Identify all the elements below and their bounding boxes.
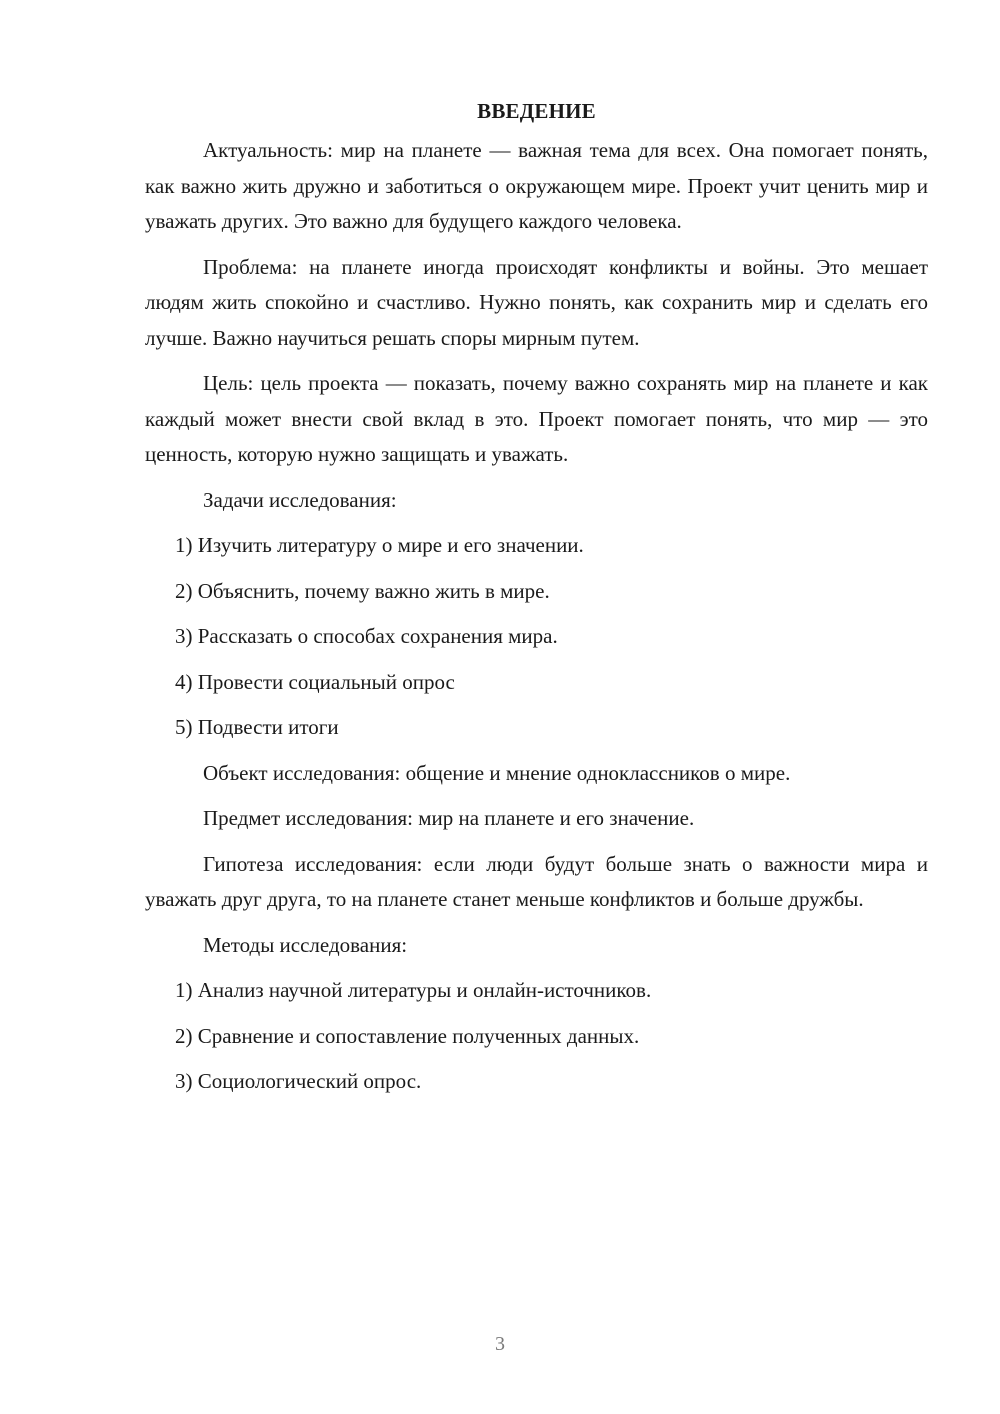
relevance-paragraph: Актуальность: мир на планете — важная тема для всех. Она помогает понять, как важно жить дружно и заботиться о окружающем мире. Проект учит ценить мир и уважать других. Это важно для будущего каждого человека. <box>145 138 928 233</box>
task-item: 3) Рассказать о способах сохранения мира. <box>175 624 558 648</box>
goal-paragraph: Цель: цель проекта — показать, почему важно сохранять мир на планете и как каждый может внести свой вклад в это. Проект помогает понять, что мир — это ценность, которую нужно защищать и уважать. <box>145 371 928 466</box>
tasks-label: Задачи исследования: <box>203 487 397 512</box>
task-item: 4) Провести социальный опрос <box>175 669 455 694</box>
task-item: 1) Изучить литературу о мире и его значении. <box>175 533 584 557</box>
page-number: 3 <box>495 1333 505 1355</box>
hypothesis-paragraph: Гипотеза исследования: если люди будут больше знать о важности мира и уважать друг друга, то на планете станет меньше конфликтов и больше дружбы. <box>145 851 928 911</box>
page-content <box>145 96 928 1110</box>
method-item: 1) Анализ научной литературы и онлайн-источников. <box>175 978 652 1002</box>
methods-label: Методы исследования: <box>203 932 408 957</box>
problem-paragraph: Проблема: на планете иногда происходят конфликты и войны. Это мешает людям жить спокойно и счастливо. Нужно понять, как сохранить мир и сделать его лучше. Важно научиться решать споры мирным путем. <box>145 254 928 350</box>
method-item: 2) Сравнение и сопоставление полученных данных. <box>175 1023 640 1048</box>
research-object: Объект исследования: общение и мнение одноклассников о мире. <box>203 760 791 785</box>
task-item: 2) Объяснить, почему важно жить в мире. <box>175 578 550 603</box>
section-heading: ВВЕДЕНИЕ <box>477 99 596 123</box>
task-item: 5) Подвести итоги <box>175 715 339 739</box>
method-item: 3) Социологический опрос. <box>175 1069 422 1093</box>
research-subject: Предмет исследования: мир на планете и его значение. <box>203 806 695 830</box>
